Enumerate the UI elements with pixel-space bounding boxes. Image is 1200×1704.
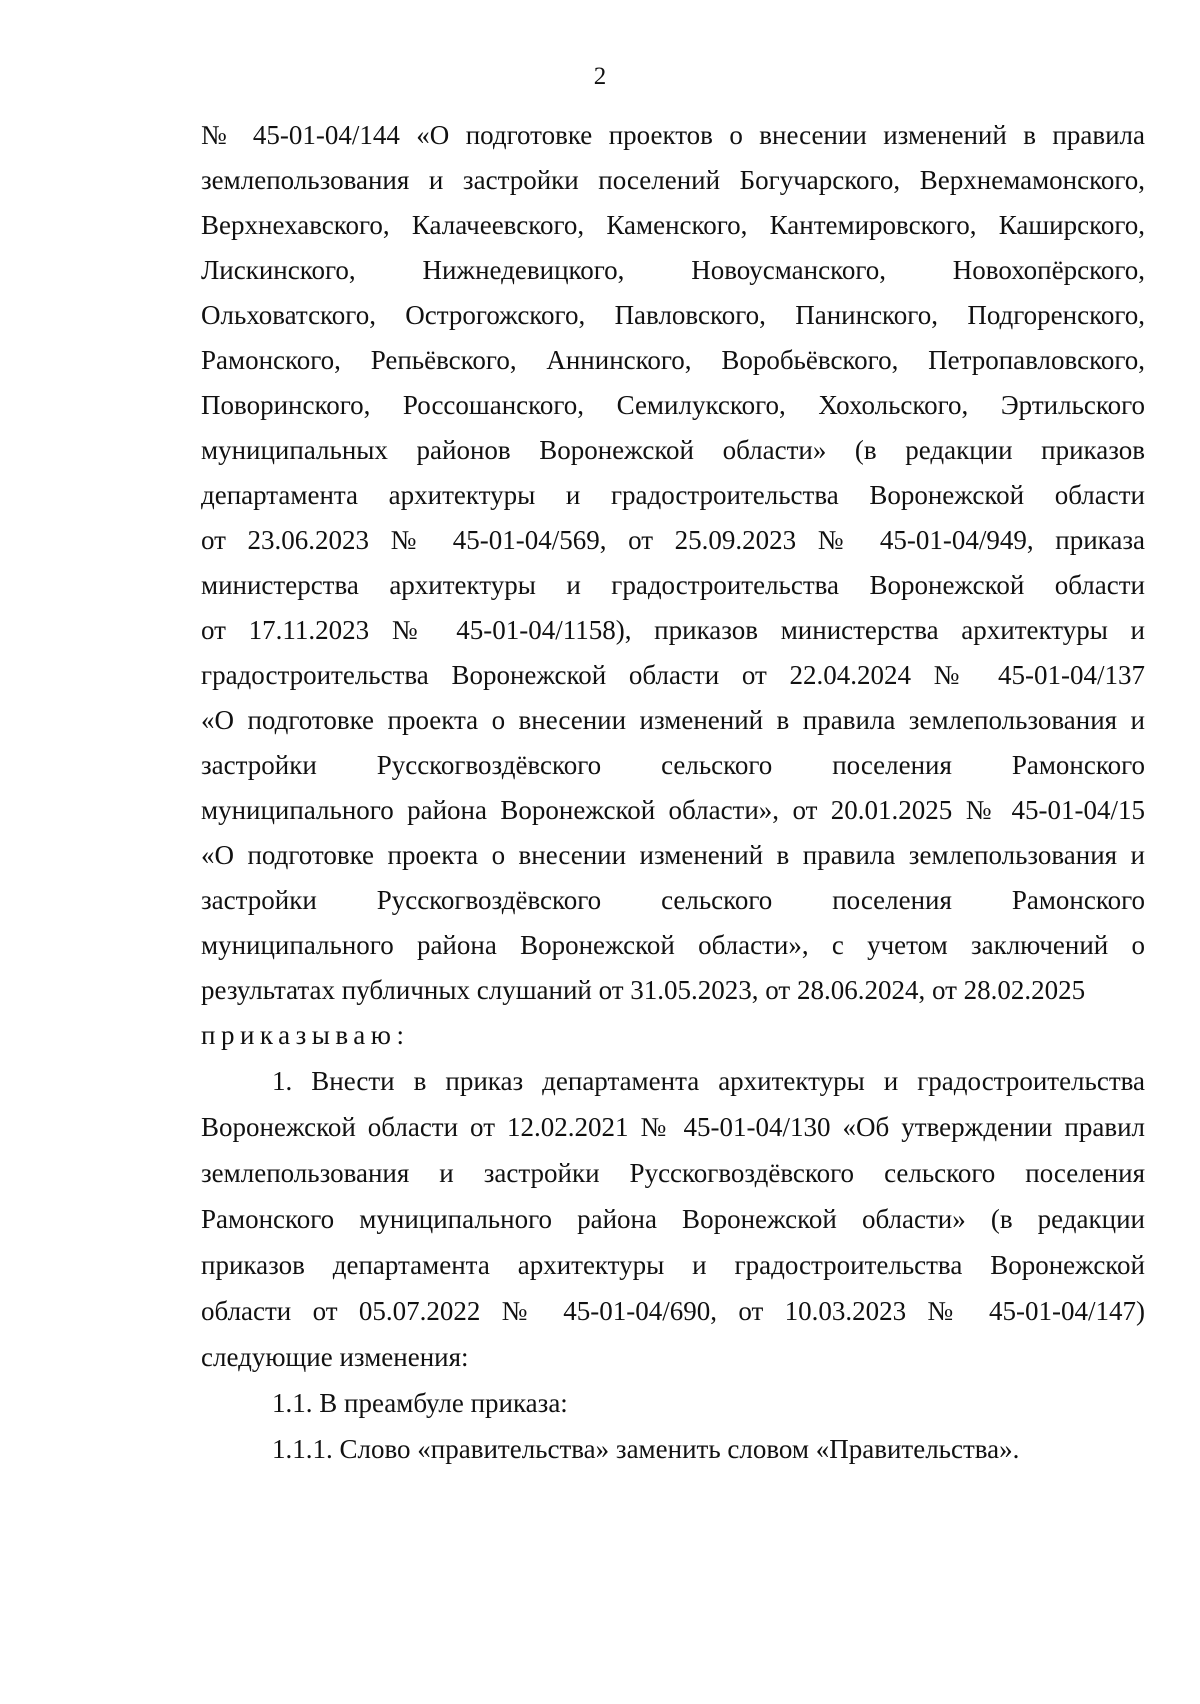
text-line: министерства архитектуры и градостроительства Воронежской области <box>201 570 1145 600</box>
text-line: муниципального района Воронежской области», с учетом заключений о <box>201 930 1145 960</box>
text-line: от 23.06.2023 № 45-01-04/569, от 25.09.2023 № 45-01-04/949, приказа <box>201 525 1145 555</box>
text-line: 1. Внести в приказ департамента архитектуры и градостроительства <box>272 1066 1145 1096</box>
text-line: Поворинского, Россошанского, Семилукского, Хохольского, Эртильского <box>201 390 1145 420</box>
order-word: приказываю: <box>201 1020 410 1050</box>
text-line: № 45-01-04/144 «О подготовке проектов о внесении изменений в правила <box>201 120 1145 150</box>
text-line: Ольховатского, Острогожского, Павловского, Панинского, Подгоренского, <box>201 300 1145 330</box>
text-line: 1.1. В преамбуле приказа: <box>272 1388 568 1418</box>
text-line: 1.1.1. Слово «правительства» заменить словом «Правительства». <box>272 1434 1020 1464</box>
text-line: «О подготовке проекта о внесении изменений в правила землепользования и <box>201 705 1145 735</box>
text-line: застройки Русскогвоздёвского сельского поселения Рамонского <box>201 885 1145 915</box>
text-line: муниципальных районов Воронежской области» (в редакции приказов <box>201 435 1145 465</box>
text-line: Рамонского, Репьёвского, Аннинского, Воробьёвского, Петропавловского, <box>201 345 1145 375</box>
text-line: области от 05.07.2022 № 45-01-04/690, от 10.03.2023 № 45-01-04/147) <box>201 1296 1145 1326</box>
text-line: Верхнехавского, Калачеевского, Каменского, Кантемировского, Каширского, <box>201 210 1145 240</box>
text-line: землепользования и застройки Русскогвоздёвского сельского поселения <box>201 1158 1145 1188</box>
text-line: градостроительства Воронежской области от 22.04.2024 № 45-01-04/137 <box>201 660 1145 690</box>
text-line: результатах публичных слушаний от 31.05.2023, от 28.06.2024, от 28.02.2025 <box>201 975 1086 1005</box>
page-number: 2 <box>593 63 607 90</box>
text-line: от 17.11.2023 № 45-01-04/1158), приказов министерства архитектуры и <box>201 615 1145 645</box>
text-line: «О подготовке проекта о внесении изменений в правила землепользования и <box>201 840 1145 870</box>
text-line: департамента архитектуры и градостроительства Воронежской области <box>201 480 1145 510</box>
text-line: следующие изменения: <box>201 1342 469 1372</box>
text-line: муниципального района Воронежской области», от 20.01.2025 № 45-01-04/15 <box>201 795 1145 825</box>
text-line: Лискинского, Нижнедевицкого, Новоусманского, Новохопёрского, <box>201 255 1145 285</box>
text-line: Воронежской области от 12.02.2021 № 45-01-04/130 «Об утверждении правил <box>201 1112 1145 1142</box>
text-line: приказов департамента архитектуры и градостроительства Воронежской <box>201 1250 1145 1280</box>
text-line: землепользования и застройки поселений Богучарского, Верхнемамонского, <box>201 165 1145 195</box>
text-line: застройки Русскогвоздёвского сельского поселения Рамонского <box>201 750 1145 780</box>
text-line: Рамонского муниципального района Воронежской области» (в редакции <box>201 1204 1145 1234</box>
